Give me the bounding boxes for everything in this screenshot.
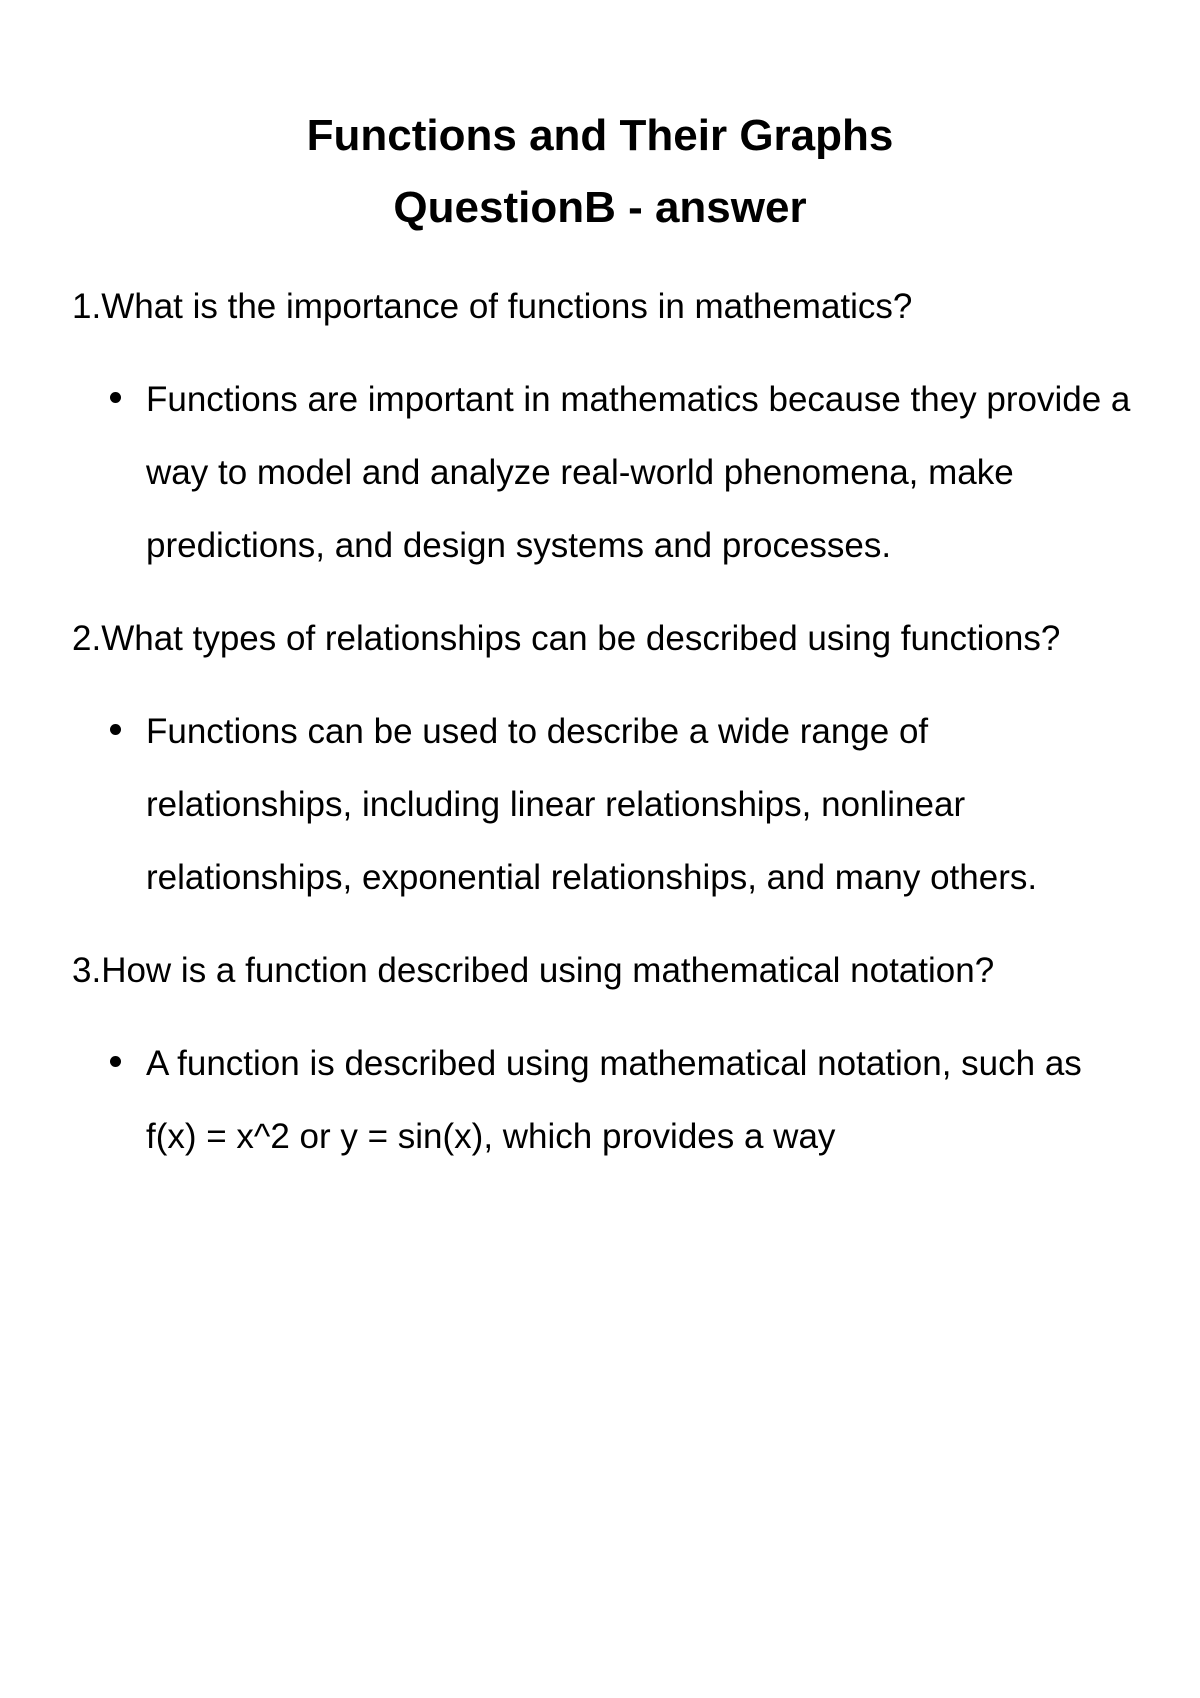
- answer-list-3: [72, 1027, 1132, 1173]
- qa-content: [72, 270, 1132, 1193]
- page-title: Functions and Their Graphs: [306, 111, 894, 160]
- answer-list-1: [72, 363, 1132, 582]
- answer-list-2: [72, 695, 1132, 914]
- answer-1-text: Functions are important in mathematics because they provide a way to model and analyze real-world phenomena, make predictions, and design systems and processes.: [146, 380, 1131, 565]
- answer-2-text: Functions can be used to describe a wide range of relationships, including linear relationships, nonlinear relationships, exponential relationships, and many others.: [146, 712, 1038, 897]
- bullet-icon: [110, 1056, 121, 1067]
- bullet-icon: [110, 724, 121, 735]
- question-2: 2.What types of relationships can be described using functions?: [72, 619, 1061, 658]
- title-block: [0, 100, 1200, 244]
- question-3: 3.How is a function described using mathematical notation?: [72, 951, 995, 990]
- answer-3-text: A function is described using mathematical notation, such as f(x) = x^2 or y = sin(x), which provides a way: [146, 1044, 1082, 1156]
- question-1: 1.What is the importance of functions in mathematics?: [72, 287, 913, 326]
- answer-3: [72, 1027, 1132, 1173]
- bullet-icon: [110, 392, 121, 403]
- answer-2: [72, 695, 1132, 914]
- answer-1: [72, 363, 1132, 582]
- page-subtitle: QuestionB - answer: [393, 183, 807, 232]
